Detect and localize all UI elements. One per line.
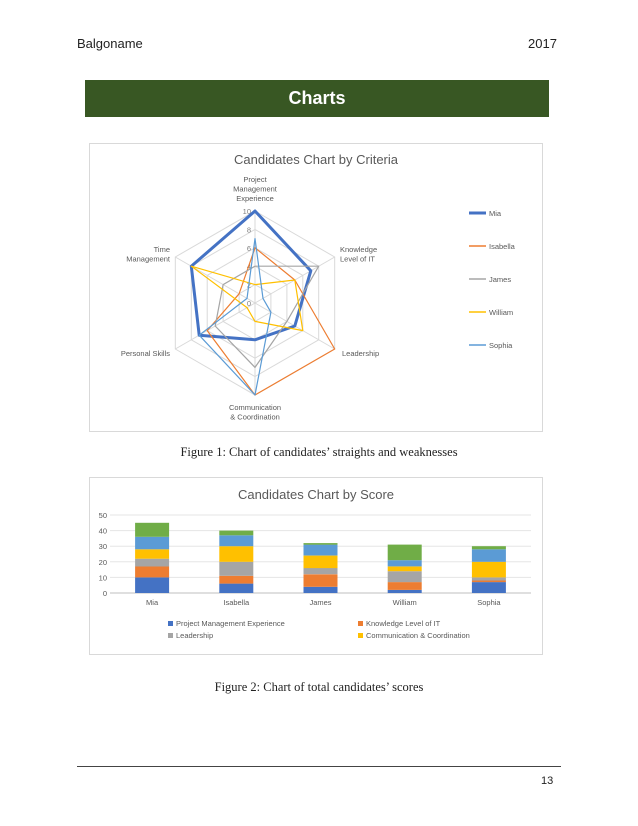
bar-legend-swatch <box>358 633 363 638</box>
bar-chart-title: Candidates Chart by Score <box>237 487 395 502</box>
radar-tick-label: 0 <box>246 299 251 308</box>
header-title: Balgoname <box>77 36 143 51</box>
bar-legend-swatch <box>168 633 173 638</box>
bar-category-label: William <box>392 598 417 607</box>
radar-series-mia <box>191 211 310 340</box>
bar-segment <box>219 584 253 593</box>
radar-tick-label: 2 <box>246 280 251 290</box>
bar-segment <box>219 576 253 584</box>
bar-category-label: James <box>309 598 332 607</box>
bar-segment <box>304 545 338 556</box>
bar-segment <box>388 545 422 561</box>
bar-legend-swatch <box>168 621 173 626</box>
bar-segment <box>219 531 253 536</box>
bar-y-tick-label: 0 <box>102 589 107 598</box>
banner-title: Charts <box>288 88 346 108</box>
radar-axis-label: Communication & Coordination <box>228 403 282 422</box>
bar-legend-label: Communication & Coordination <box>366 631 470 640</box>
bar-segment <box>472 582 506 593</box>
bar-legend-label: Leadership <box>176 631 214 640</box>
bar-chart-svg <box>90 478 542 654</box>
bar-segment <box>135 537 169 550</box>
bar-legend-swatch <box>358 621 363 626</box>
bar-category-label: Isabella <box>223 598 250 607</box>
radar-legend-label: Sophia <box>489 341 513 350</box>
figure-2-caption: Figure 2: Chart of total candidates’ scores <box>214 680 424 694</box>
figure-1-caption: Figure 1: Chart of candidates’ straights and weaknesses <box>180 445 458 459</box>
bar-segment <box>388 590 422 593</box>
radar-chart <box>89 143 543 432</box>
bar-segment <box>304 556 338 569</box>
bar-segment <box>304 568 338 574</box>
bar-segment <box>472 577 506 580</box>
bar-segment <box>304 574 338 587</box>
bar-segment <box>388 560 422 566</box>
radar-chart-title: Candidates Chart by Criteria <box>233 152 399 167</box>
bar-segment <box>472 562 506 578</box>
bar-segment <box>135 577 169 593</box>
bar-segment <box>472 549 506 562</box>
bar-segment <box>135 567 169 578</box>
radar-series-sophia <box>199 239 271 395</box>
bar-y-tick-label: 50 <box>98 511 107 520</box>
bar-segment <box>135 549 169 558</box>
radar-legend-label: James <box>489 275 512 284</box>
bar-segment <box>219 535 253 546</box>
radar-axis-label: Time Management <box>126 245 170 264</box>
bar-y-tick-label: 10 <box>98 573 107 583</box>
section-banner <box>85 80 549 117</box>
bar-segment <box>219 546 253 562</box>
footer-divider <box>77 766 561 767</box>
page-number: 13 <box>541 775 554 787</box>
radar-legend-label: Isabella <box>489 242 515 251</box>
radar-tick-label: 10 <box>242 207 251 216</box>
radar-chart-svg <box>90 144 542 431</box>
radar-tick-label: 8 <box>246 225 251 235</box>
bar-segment <box>472 581 506 583</box>
radar-axis-label: Personal Skills <box>120 349 170 358</box>
bar-segment <box>388 582 422 590</box>
header-year: 2017 <box>528 36 557 51</box>
bar-segment <box>304 587 338 593</box>
bar-y-tick-label: 40 <box>98 526 107 536</box>
bar-y-tick-label: 20 <box>98 557 107 567</box>
radar-legend-label: William <box>489 308 514 317</box>
radar-axis-label: Knowledge Level of IT <box>340 245 378 264</box>
bar-segment <box>135 523 169 537</box>
radar-legend-label: Mia <box>489 209 502 218</box>
radar-axis-label: Project Management Experience <box>233 175 277 203</box>
radar-tick-label: 4 <box>246 262 251 272</box>
bar-segment <box>388 571 422 582</box>
bar-chart <box>89 477 543 655</box>
radar-spoke <box>175 257 255 303</box>
bar-category-label: Sophia <box>477 598 501 607</box>
bar-legend-label: Knowledge Level of IT <box>366 619 441 628</box>
bar-segment <box>219 562 253 576</box>
bar-category-label: Mia <box>146 598 159 607</box>
radar-axis-label: Leadership <box>342 349 380 358</box>
bar-segment <box>388 567 422 572</box>
bar-y-tick-label: 30 <box>98 542 107 552</box>
radar-tick-label: 6 <box>246 243 251 253</box>
bar-legend-label: Project Management Experience <box>176 619 285 628</box>
radar-series-isabella <box>207 248 335 395</box>
bar-segment <box>304 543 338 545</box>
bar-segment <box>135 559 169 567</box>
bar-segment <box>472 546 506 549</box>
